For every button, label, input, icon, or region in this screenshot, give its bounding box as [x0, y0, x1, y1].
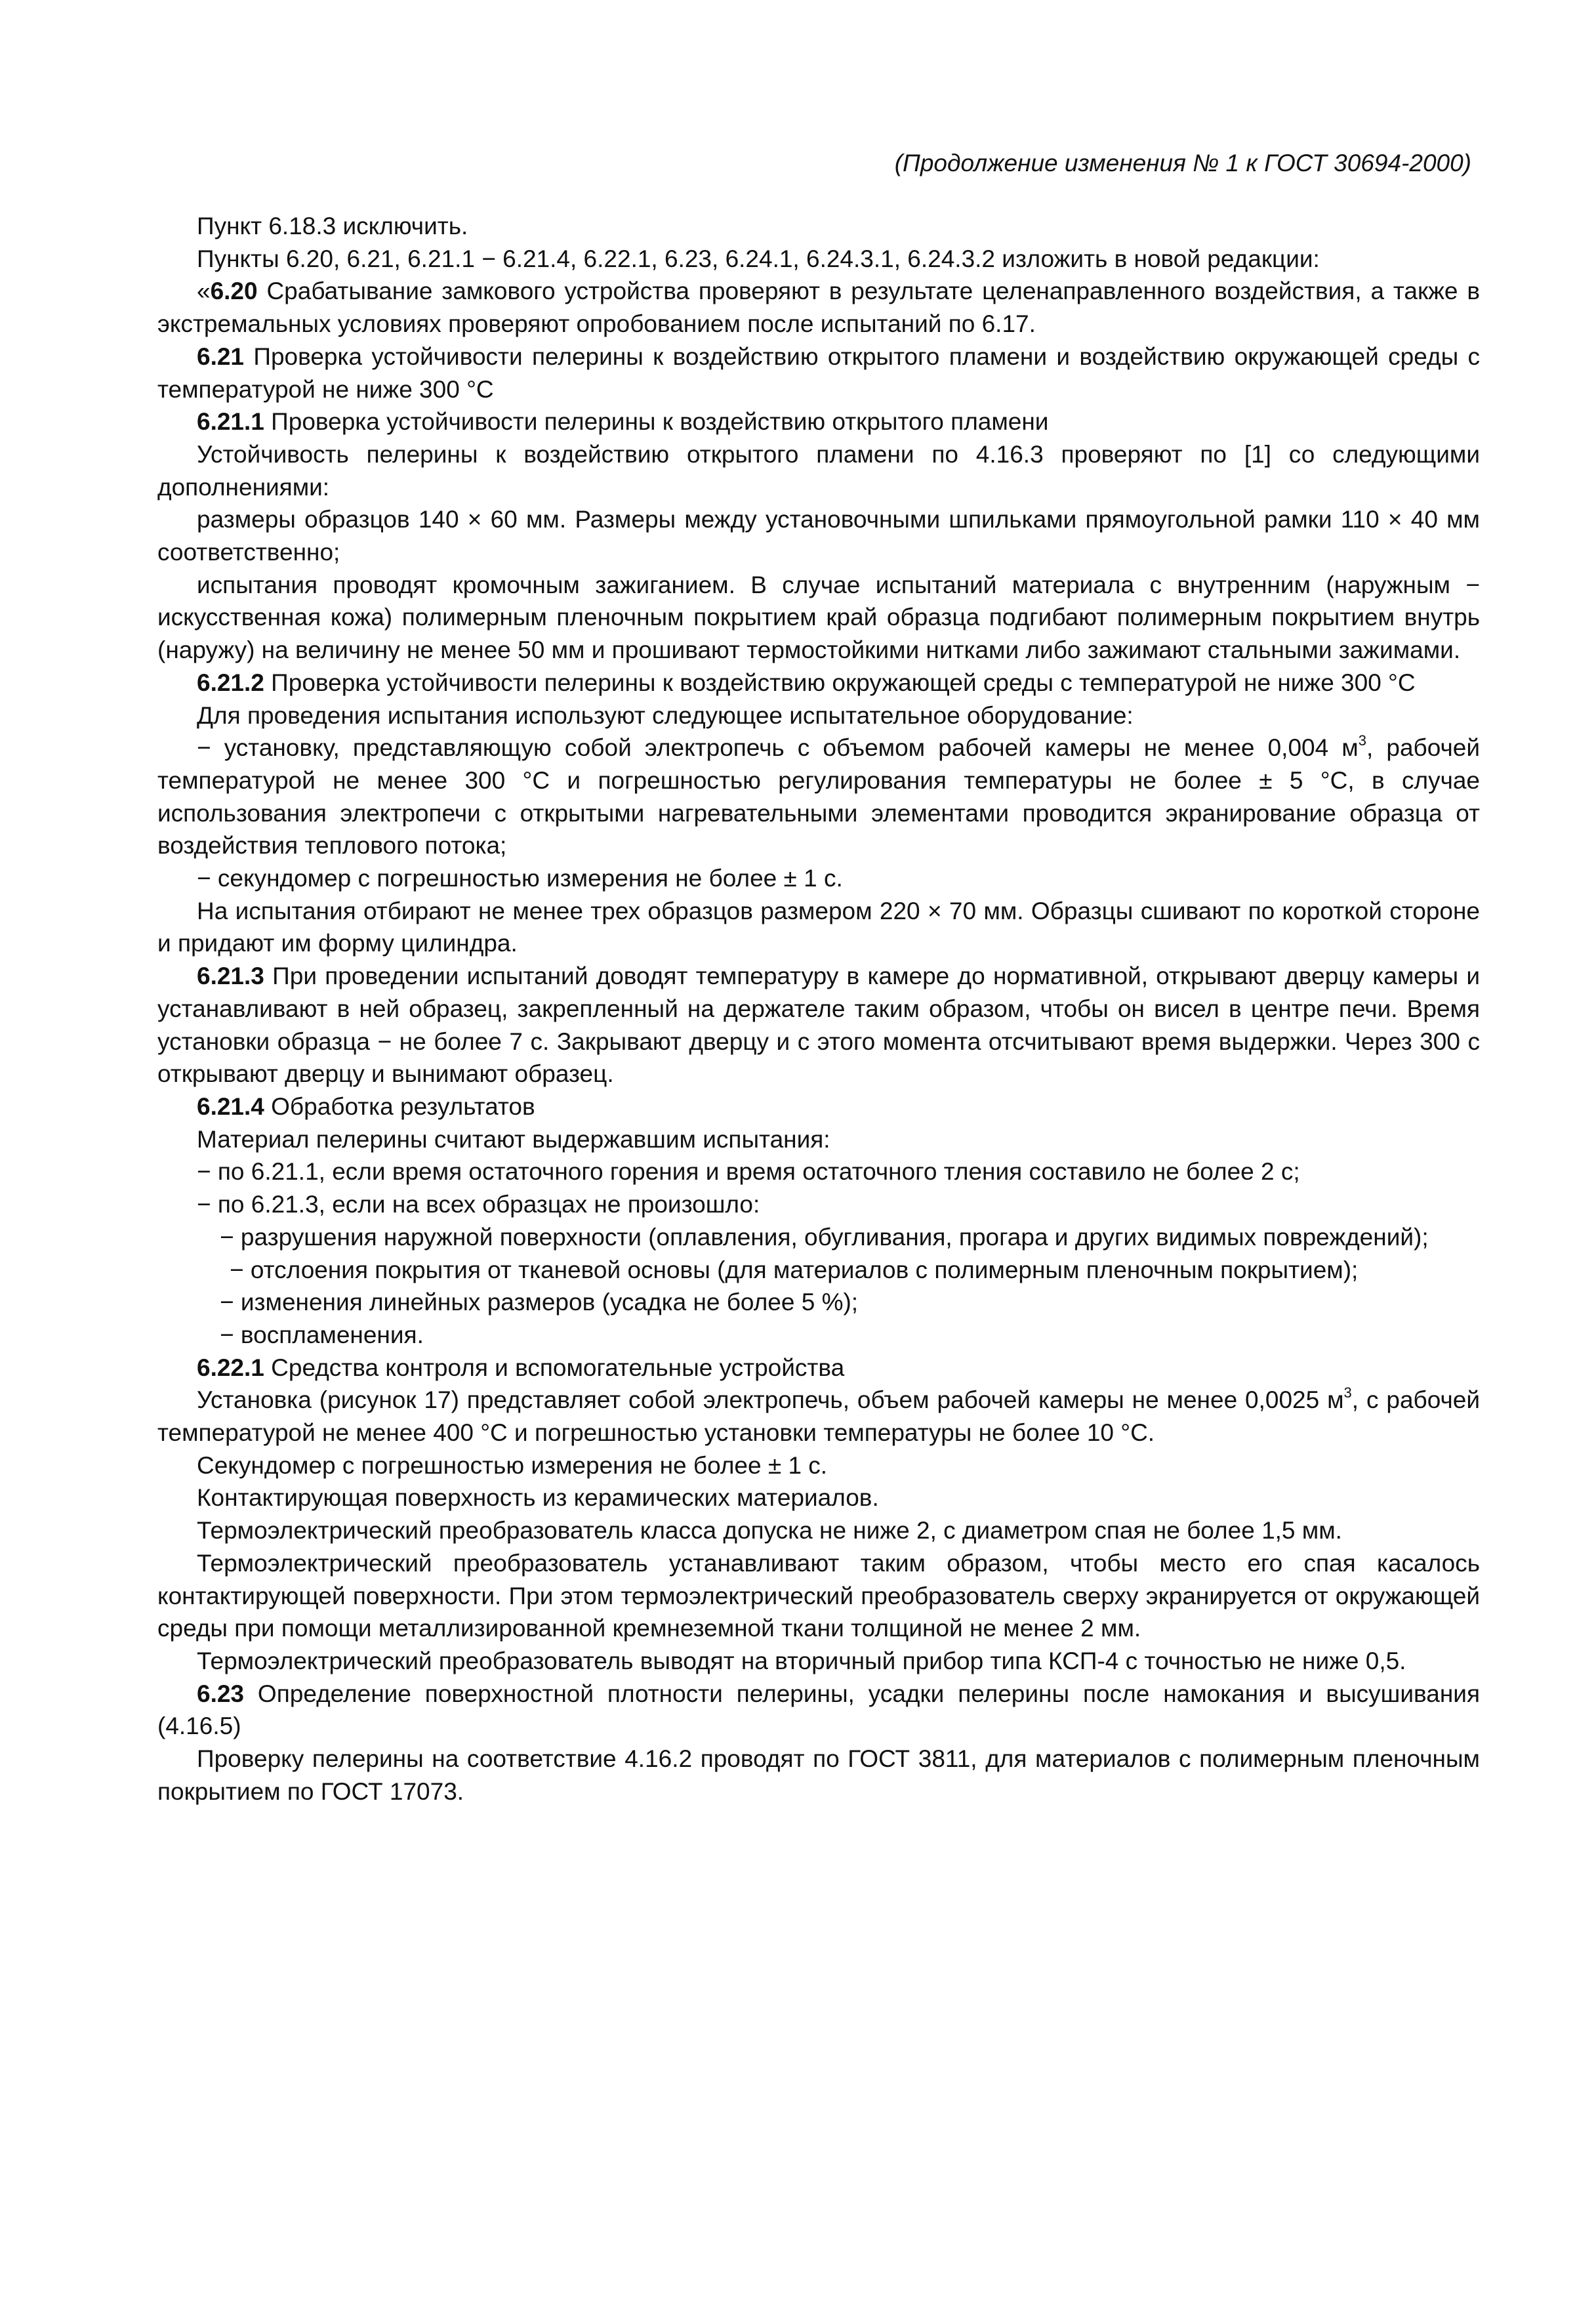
paragraph: 6.21.1 Проверка устойчивости пелерины к воздействию открытого пламени: [197, 408, 1049, 436]
list-item: − по 6.21.3, если на всех образцах не произошло:: [197, 1191, 760, 1218]
sub-list-item: − отслоения покрытия от тканевой основы (для материалов с полимерным пленочным покрытием);: [230, 1256, 1359, 1283]
paragraph: Установка (рисунок 17) представляет собой электропечь, объем рабочей камеры не менее 0,0025 $м^3$, с рабочей температурой не менее 400 °С и погрешностью установки температуры не более 10 °С.: [157, 1384, 1480, 1447]
paragraph: 6.21.2 Проверка устойчивости пелерины к воздействию окружающей среды с температурой не ниже 300 °С: [197, 669, 1416, 696]
document-body: [157, 210, 1480, 1808]
clause-number: 6.21.1: [197, 408, 264, 436]
paragraph: 6.22.1 Средства контроля и вспомогательные устройства: [197, 1354, 845, 1381]
clause-number: 6.21.3: [197, 963, 264, 990]
clause-number: 6.21.4: [197, 1092, 264, 1120]
paragraph: Термоэлектрический преобразователь устанавливают таким образом, чтобы место его спая касалось контактирующей поверхности. При этом термоэлектрический преобразователь сверху экранируется от окружающей среды при помощи металлизированной кремнеземной ткани толщиной не менее 2 мм.: [157, 1549, 1480, 1642]
paragraph: испытания проводят кромочным зажиганием. В случае испытаний материала с внутренним (наружным − искусственная кожа) полимерным пленочным покрытием край образца подгибают полимерным покрытием внутрь (наружу) на величину не менее 50 мм и прошивают термостойкими нитками либо зажимают стальными зажимами.: [157, 571, 1480, 664]
paragraph: 6.21.3 При проведении испытаний доводят температуру в камере до нормативной, открывают дверцу камеры и устанавливают в ней образец, закрепленный на держателе таким образом, чтобы он висел в центре печи. Время установки образца − не более 7 с. Закрывают дверцу и с этого момента отсчитывают время выдержки. Через 300 с открывают дверцу и вынимают образец.: [157, 963, 1480, 1088]
clause-number: 6.21.2: [197, 669, 264, 696]
paragraph: На испытания отбирают не менее трех образцов размером 220 × 70 мм. Образцы сшивают по короткой стороне и придают им форму цилиндра.: [157, 897, 1480, 957]
paragraph: Термоэлектрический преобразователь класса допуска не ниже 2, с диаметром спая не более 1,5 мм.: [197, 1517, 1342, 1544]
paragraph: Устойчивость пелерины к воздействию открытого пламени по 4.16.3 проверяют по [1] со следующими дополнениями:: [157, 440, 1480, 501]
paragraph: Материал пелерины считают выдержавшим испытания:: [197, 1125, 830, 1153]
clause-number: 6.21: [197, 342, 245, 370]
clause-number: 6.23: [197, 1680, 245, 1707]
paragraph: Для проведения испытания используют следующее испытательное оборудование:: [197, 701, 1134, 729]
paragraph: 6.21 Проверка устойчивости пелерины к воздействию открытого пламени и воздействию окружающей среды с температурой не ниже 300 °С: [157, 342, 1480, 403]
paragraph: Проверку пелерины на соответствие 4.16.2 проводят по ГОСТ 3811, для материалов с полимерным пленочным покрытием по ГОСТ 17073.: [157, 1745, 1480, 1805]
clause-number: 6.22.1: [197, 1354, 264, 1381]
sub-list-item: − воспламенения.: [220, 1321, 424, 1348]
list-item: − по 6.21.1, если время остаточного горения и время остаточного тления составило не более 2 с;: [197, 1158, 1300, 1186]
paragraph: 6.21.4 Обработка результатов: [197, 1092, 535, 1120]
paragraph: Пункты 6.20, 6.21, 6.21.1 − 6.21.4, 6.22.1, 6.23, 6.24.1, 6.24.3.1, 6.24.3.2 изложить в новой редакции:: [197, 245, 1320, 272]
paragraph: Контактирующая поверхность из керамических материалов.: [197, 1484, 879, 1512]
running-head: (Продолжение изменения № 1 к ГОСТ 30694-2000): [894, 150, 1471, 176]
sub-list-item: − изменения линейных размеров (усадка не более 5 %);: [220, 1289, 859, 1316]
list-item: − секундомер с погрешностью измерения не более ± 1 с.: [197, 865, 843, 892]
paragraph: Термоэлектрический преобразователь выводят на вторичный прибор типа КСП-4 с точностью не ниже 0,5.: [197, 1647, 1406, 1674]
paragraph: Пункт 6.18.3 исключить.: [197, 213, 468, 239]
paragraph: «6.20 Срабатывание замкового устройства проверяют в результате целенаправленного воздействия, а также в экстремальных условиях проверяют опробованием после испытаний по 6.17.: [157, 278, 1480, 338]
paragraph: размеры образцов 140 × 60 мм. Размеры между установочными шпильками прямоугольной рамки 110 × 40 мм соответственно;: [157, 506, 1480, 566]
list-item: − установку, представляющую собой электропечь с объемом рабочей камеры не менее 0,004 $м^3$, рабочей температурой не менее 300 °С и погрешностью регулирования температуры не более ± 5 °С, в случае использования электропечи с открытыми нагревательными элементами проводится экранирование образца от воздействия теплового потока;: [157, 732, 1480, 860]
paragraph: 6.23 Определение поверхностной плотности пелерины, усадки пелерины после намокания и высушивания (4.16.5): [157, 1680, 1480, 1740]
clause-number: 6.20: [210, 278, 258, 305]
paragraph: Секундомер с погрешностью измерения не более ± 1 с.: [197, 1451, 828, 1479]
sub-list-item: − разрушения наружной поверхности (оплавления, обугливания, прогара и других видимых повреждений);: [220, 1223, 1429, 1251]
